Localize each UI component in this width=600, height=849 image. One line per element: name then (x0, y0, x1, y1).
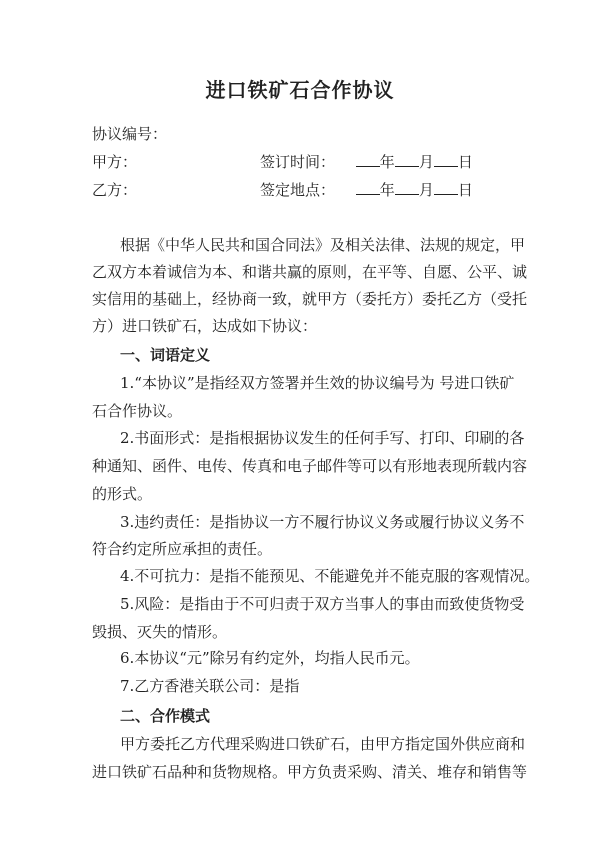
month-label: 月 (418, 153, 434, 171)
body-text-line: 3.违约责任：是指协议一方不履行协议义务或履行协议义务不 (120, 513, 525, 531)
body-text-line: 甲方委托乙方代理采购进口铁矿石，由甲方指定国外供应商和 (120, 735, 526, 753)
body-text-line: 石合作协议。 (92, 402, 183, 420)
party-b-label: 乙方： (92, 181, 138, 199)
month-label: 月 (418, 181, 434, 199)
body-text-line: 方）进口铁矿石，达成如下协议： (92, 317, 318, 335)
sign-place-row (260, 179, 473, 201)
body-text-line: 种通知、函件、电传、传真和电子邮件等可以有形地表现所载内容 (92, 457, 528, 475)
day-blank (434, 152, 458, 167)
sign-place-label: 签定地点： (260, 181, 336, 199)
sign-time-row (260, 151, 473, 173)
year-label: 年 (379, 153, 395, 171)
day-label: 日 (457, 181, 473, 199)
agreement-no-label: 协议编号： (92, 125, 168, 143)
month-blank (395, 180, 419, 195)
year-blank (356, 180, 380, 195)
section-heading: 二、合作模式 (120, 707, 211, 725)
body-text-line: 实信用的基础上，经协商一致，就甲方（委托方）委托乙方（受托 (92, 290, 528, 308)
day-blank (434, 180, 458, 195)
year-blank (356, 152, 380, 167)
body-text-line: 2.书面形式：是指根据协议发生的任何手写、打印、印刷的各 (120, 429, 525, 447)
body-text-line: 毁损、灭失的情形。 (92, 623, 228, 641)
year-label: 年 (379, 181, 395, 199)
body-text-line: 乙双方本着诚信为本、和谐共赢的原则，在平等、自愿、公平、诚 (92, 263, 528, 281)
body-text-line: 的形式。 (92, 485, 153, 503)
party-a-label: 甲方： (92, 153, 138, 171)
body-text-line: 根据《中华人民共和国合同法》及相关法律、法规的规定，甲 (120, 236, 526, 254)
body-text-line: 1.“本协议”是指经双方签署并生效的协议编号为 号进口铁矿 (120, 374, 515, 392)
day-label: 日 (457, 153, 473, 171)
month-blank (395, 152, 419, 167)
body-text-line: 7.乙方香港关联公司：是指 (120, 677, 300, 695)
body-text-line: 进口铁矿石品种和货物规格。甲方负责采购、清关、堆存和销售等 (92, 763, 528, 781)
section-heading: 一、词语定义 (120, 346, 211, 364)
body-text-line: 6.本协议“元”除另有约定外，均指人民币元。 (120, 649, 420, 667)
body-text-line: 4.不可抗力：是指不能预见、不能避免并不能克服的客观情况。 (120, 567, 540, 585)
document-title: 进口铁矿石合作协议 (205, 78, 395, 102)
body-text-line: 符合约定所应承担的责任。 (92, 540, 273, 558)
sign-time-label: 签订时间： (260, 153, 336, 171)
body-text-line: 5.风险：是指由于不可归责于双方当事人的事由而致使货物受 (120, 595, 525, 613)
